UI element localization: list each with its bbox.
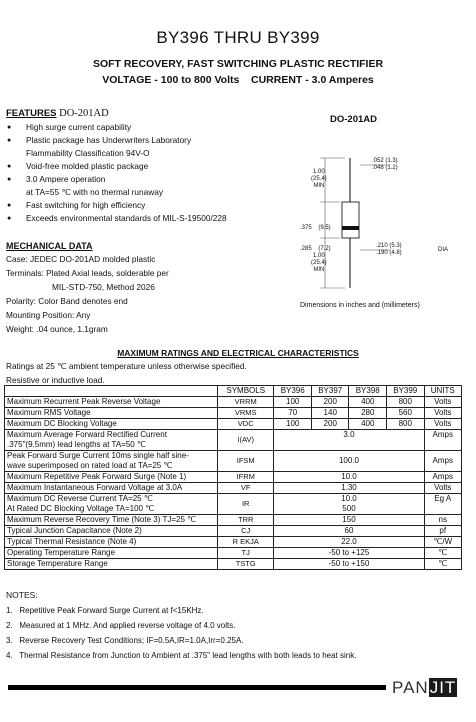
table-row [5, 451, 462, 472]
value-cell: 200 [311, 419, 349, 430]
value-cell: 560 [387, 408, 425, 419]
logo-text: PAN [392, 678, 429, 697]
table-row [5, 419, 462, 430]
page-title: BY396 THRU BY399 [156, 28, 320, 47]
dim-lead-diameter: .052 (1.3) .048 (1.2) [372, 158, 398, 171]
dim-body-length: .375 (9.5) .285 (7.2) [300, 225, 331, 252]
value-cell: 22.0 [274, 537, 424, 548]
ratings-note: Resistive or inductive load. [6, 375, 105, 385]
mechanical-line: Terminals: Plated Axial leads, solderable per [6, 268, 169, 278]
value-cell: 1.30 [274, 483, 424, 494]
table-row [5, 559, 462, 570]
unit-cell: ℃ [424, 559, 461, 570]
dim-body-diameter-unit: DIA [438, 247, 449, 253]
param-cell: Typical Thermal Resistance (Note 4) [5, 537, 218, 548]
note-item: 3. Reverse Recovery Test Conditions; IF=0.5A,IR=1.0A,Irr=0.25A. [6, 636, 244, 645]
table-header-cell: BY398 [349, 386, 387, 397]
unit-cell: Volts [424, 419, 461, 430]
value-cell: 280 [349, 408, 387, 419]
features-list [6, 121, 306, 225]
table-header-cell: BY397 [311, 386, 349, 397]
table-row [5, 408, 462, 419]
symbol-cell: IR [218, 494, 274, 515]
unit-cell: Volts [424, 483, 461, 494]
mechanical-line: MIL-STD-750, Method 2026 [52, 282, 155, 292]
value-cell: 100.0 [274, 451, 424, 472]
note-item: 4. Thermal Resistance from Junction to Ambient at .375" lead lengths with both leads to heat sink. [6, 651, 357, 660]
dim-lead-length-top: 1.00 (25.4) MIN [311, 169, 327, 189]
table-header-cell: SYMBOLS [218, 386, 274, 397]
param-cell: Maximum Instantaneous Forward Voltage at 3.0A [5, 483, 218, 494]
feature-item: Flammability Classification 94V-O [26, 148, 150, 158]
param-cell: Maximum Reverse Recovery Time (Note 3) TJ=25 ℃ [5, 515, 218, 526]
brand-logo [392, 678, 457, 698]
table-row [5, 515, 462, 526]
feature-item: ● Void-free molded plastic package [6, 160, 306, 173]
value-cell: -50 to +150 [274, 559, 424, 570]
value-cell: 200 [311, 397, 349, 408]
table-row [5, 548, 462, 559]
param-cell: Operating Temperature Range [5, 548, 218, 559]
param-cell: Maximum Average Forward Rectified Current .375"(9.5mm) lead lengths at TA=50 ℃ [5, 430, 218, 451]
symbol-cell: VF [218, 483, 274, 494]
features-package: DO-201AD [59, 108, 109, 119]
symbol-cell: TSTG [218, 559, 274, 570]
value-cell: 800 [387, 397, 425, 408]
value-cell: 140 [311, 408, 349, 419]
table-row [5, 526, 462, 537]
param-cell: Maximum Repetitive Peak Forward Surge (Note 1) [5, 472, 218, 483]
footer-rule [8, 685, 386, 690]
unit-cell: ℃ [424, 548, 461, 559]
logo-text-accent: JIT [429, 678, 457, 697]
feature-item: at TA=55 ℃ with no thermal runaway [26, 187, 163, 197]
table-row [5, 472, 462, 483]
mechanical-line: Weight: .04 ounce, 1.1gram [6, 324, 108, 334]
dim-lead-length-bottom: 1.00 (25.4) MIN [311, 253, 327, 273]
symbol-cell: VRRM [218, 397, 274, 408]
feature-item: ● Fast switching for high efficiency [6, 199, 306, 212]
ratings-note: Ratings at 25 ℃ ambient temperature unless otherwise specified. [6, 361, 247, 371]
dim-body-diameter: .210 (5.3) .190 (4.8) [376, 243, 402, 256]
unit-cell: Eg A [424, 494, 461, 515]
mechanical-line: Polarity: Color Band denotes end [6, 296, 128, 306]
subtitle-ratings: VOLTAGE - 100 to 800 Volts CURRENT - 3.0 Amperes [102, 74, 374, 86]
value-cell: 70 [274, 408, 312, 419]
symbol-cell: I(AV) [218, 430, 274, 451]
value-cell: 400 [349, 419, 387, 430]
value-cell: 400 [349, 397, 387, 408]
symbol-cell: VDC [218, 419, 274, 430]
value-cell: 100 [274, 397, 312, 408]
unit-cell: Amps [424, 472, 461, 483]
param-cell: Typical Junction Capacitance (Note 2) [5, 526, 218, 537]
value-cell: 150 [274, 515, 424, 526]
table-header-cell: BY399 [387, 386, 425, 397]
package-label: DO-201AD [330, 114, 377, 125]
param-cell: Storage Temperature Range [5, 559, 218, 570]
symbol-cell: TJ [218, 548, 274, 559]
unit-cell: Amps [424, 451, 461, 472]
value-cell: 3.0 [274, 430, 424, 451]
unit-cell: Volts [424, 397, 461, 408]
features-heading [6, 108, 109, 119]
symbol-cell: TRR [218, 515, 274, 526]
symbol-cell: CJ [218, 526, 274, 537]
dimensions-caption: Dimensions in inches and (millimeters) [300, 302, 420, 309]
param-cell: Maximum DC Reverse Current TA=25 ℃ At Rated DC Blocking Voltage TA=100 ℃ [5, 494, 218, 515]
table-row [5, 397, 462, 408]
symbol-cell: VRMS [218, 408, 274, 419]
note-item: 1. Repetitive Peak Forward Surge Current at f<15KHz. [6, 606, 204, 615]
unit-cell: pf [424, 526, 461, 537]
feature-item: ● Plastic package has Underwriters Laboratory [6, 134, 306, 147]
ratings-heading: MAXIMUM RATINGS AND ELECTRICAL CHARACTERISTICS [117, 348, 359, 358]
features-heading-label: FEATURES [6, 108, 57, 119]
value-cell: 100 [274, 419, 312, 430]
table-header-cell: BY396 [274, 386, 312, 397]
ratings-table [4, 385, 462, 570]
param-cell: Maximum RMS Voltage [5, 408, 218, 419]
symbol-cell: IFSM [218, 451, 274, 472]
value-cell: -50 to +125 [274, 548, 424, 559]
unit-cell: Volts [424, 408, 461, 419]
symbol-cell: IFRM [218, 472, 274, 483]
table-header-cell [5, 386, 218, 397]
symbol-cell: R EKJA [218, 537, 274, 548]
table-row [5, 537, 462, 548]
unit-cell: Amps [424, 430, 461, 451]
feature-item: ● Exceeds environmental standards of MIL-S-19500/228 [6, 212, 306, 225]
mechanical-line: Case: JEDEC DO-201AD molded plastic [6, 254, 156, 264]
mechanical-line: Mounting Position: Any [6, 310, 91, 320]
notes-list [6, 603, 356, 663]
value-cell: 10.0 500 [274, 494, 424, 515]
subtitle-description: SOFT RECOVERY, FAST SWITCHING PLASTIC RECTIFIER [92, 58, 384, 70]
table-row [5, 430, 462, 451]
param-cell: Peak Forward Surge Current 10ms single half sine- wave superimposed on rated load at TA=25 ℃ [5, 451, 218, 472]
unit-cell: ℃/W [424, 537, 461, 548]
value-cell: 60 [274, 526, 424, 537]
table-row [5, 483, 462, 494]
table-header-row [5, 386, 462, 397]
param-cell: Maximum Recurrent Peak Reverse Voltage [5, 397, 218, 408]
value-cell: 800 [387, 419, 425, 430]
table-header-cell: UNITS [424, 386, 461, 397]
param-cell: Maximum DC Blocking Voltage [5, 419, 218, 430]
notes-heading: NOTES: [6, 590, 38, 600]
note-item: 2. Measured at 1 MHz. And applied reverse voltage of 4.0 volts. [6, 621, 236, 630]
value-cell: 10.0 [274, 472, 424, 483]
table-row [5, 494, 462, 515]
feature-item: ● 3.0 Ampere operation [6, 173, 306, 186]
unit-cell: ns [424, 515, 461, 526]
feature-item: ● High surge current capability [6, 121, 306, 134]
mechanical-heading: MECHANICAL DATA [6, 241, 93, 251]
